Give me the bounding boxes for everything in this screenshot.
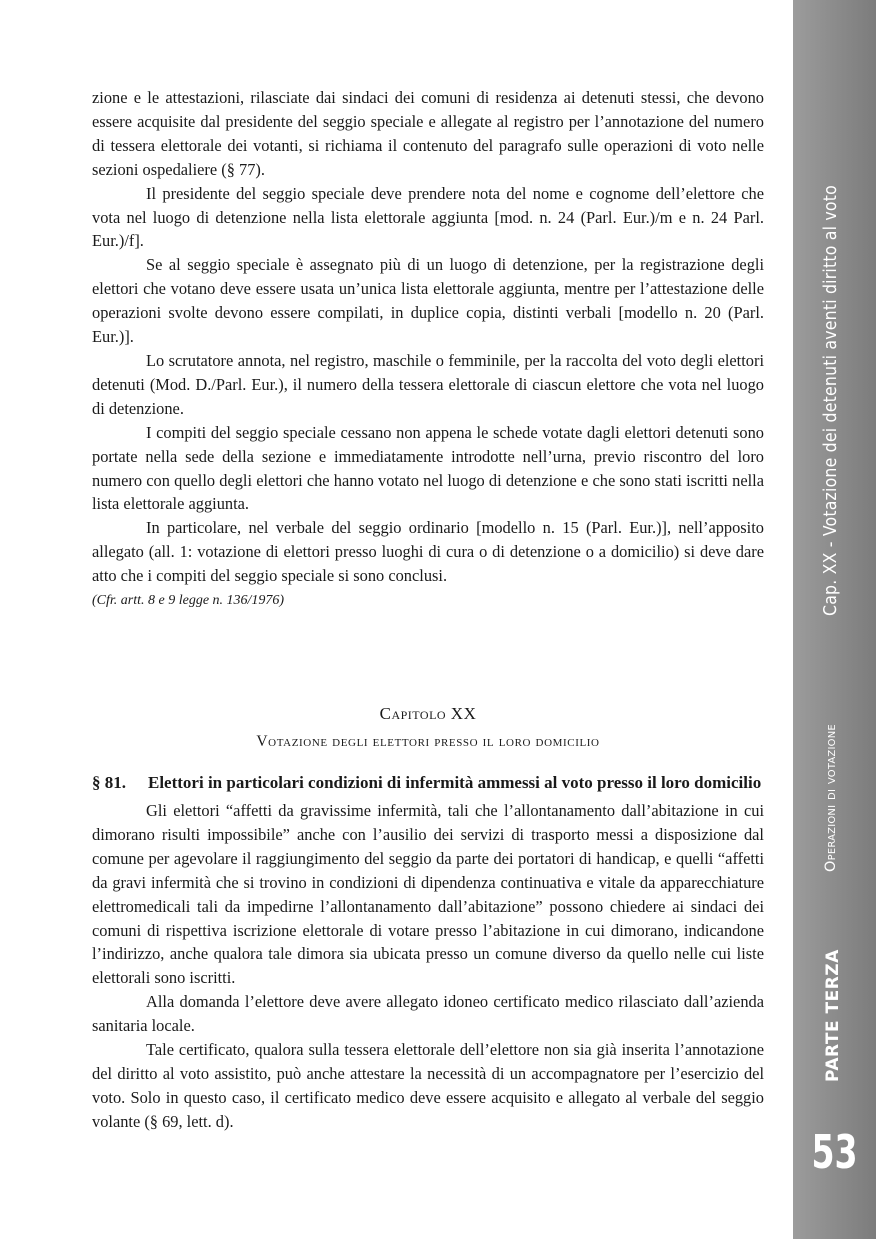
chapter-title: Votazione degli elettori presso il loro domicilio bbox=[256, 733, 600, 750]
paragraph: I compiti del seggio speciale cessano non appena le schede votate dagli elettori detenuti sono portate nella sede della sezione e immediatamente introdotte nell’urna, previo riscontro del loro numero con quello degli elettori che hanno votato nel luogo di detenzione e che sono stati iscritti nella lista elettorale aggiunta. bbox=[92, 422, 764, 514]
section-title: Elettori in particolari condizioni di infermità ammessi al voto presso il loro domicilio bbox=[148, 773, 762, 792]
paragraph: Il presidente del seggio speciale deve prendere nota del nome e cognome dell’elettore che vota nel luogo di detenzione nella lista elettorale aggiunta [mod. n. 24 (Parl. Eur.)/m e n. 24 Parl. Eur.)/f]. bbox=[92, 183, 764, 251]
paragraph: Lo scrutatore annota, nel registro, maschile o femminile, per la raccolta del voto degli elettori detenuti (Mod. D./Parl. Eur.), il numero della tessera elettorale di ciascun elettore che vota nel luogo di detenzione. bbox=[92, 350, 764, 418]
side-tab bbox=[793, 0, 876, 1239]
page-number: 53 bbox=[811, 1125, 858, 1179]
section-heading bbox=[92, 771, 764, 795]
paragraph: Tale certificato, qualora sulla tessera elettorale dell’elettore non sia già inserita l’annotazione del diritto al voto assistito, può anche attestare la necessità di un accompagnatore per l’esercizio del voto. Solo in questo caso, il certificato medico deve essere acquisito e allegato al verbale del seggio volante (§ 69, lett. d). bbox=[92, 1040, 764, 1131]
chapter-heading bbox=[92, 702, 764, 754]
body-text bbox=[92, 86, 764, 612]
chapter-number: Capitolo XX bbox=[379, 704, 477, 723]
legal-citation: (Cfr. artt. 8 e 9 legge n. 136/1976) bbox=[92, 593, 285, 609]
part-label: PARTE TERZA bbox=[822, 949, 843, 1082]
section-number: § 81. bbox=[92, 773, 126, 792]
paragraph: Gli elettori “affetti da gravissime infermità, tali che l’allontanamento dall’abitazione in cui dimorano risulti impossibile” anche con l’ausilio dei servizi di trasporto messi a disposizione dal comune per agevolare il raggiungimento del seggio da parte dei portatori di handicap, e quelli “affetti da gravi infermità che si trovino in condizioni di dipendenza continuativa e vitale da apparecchiature elettromedicali tali da impedirne l’allontanamento dall’abitazione” possono chiedere ai sindaci dei comuni di rispettiva iscrizione elettorale di votare presso l’abitazione in cui dimorano, indicandone l’indirizzo, anche qualora tale dimora sia ubicata presso un comune diverso da quello nelle cui liste elettorali sono iscritti. bbox=[92, 801, 764, 988]
paragraph: Se al seggio speciale è assegnato più di un luogo di detenzione, per la registrazione degli elettori che votano deve essere usata un’unica lista elettorale aggiunta, mentre per l’attestazione delle operazioni svolte devono essere compilati, in duplice copia, distinti verbali [modello n. 20 (Parl. Eur.)]. bbox=[92, 255, 764, 347]
part-subtitle: Operazioni di votazione bbox=[822, 724, 839, 872]
section bbox=[92, 771, 764, 1134]
running-chapter-title: Cap. XX - Votazione dei detenuti aventi diritto al voto bbox=[820, 185, 841, 616]
paragraph: zione e le attestazioni, rilasciate dai sindaci dei comuni di residenza ai detenuti stessi, che devono essere acquisite dal presidente del seggio speciale e allegate al registro per l’annotazione del numero di tessera elettorale dei votanti, si richiama il contenuto del paragrafo sulle operazioni di voto nelle sezioni ospedaliere (§ 77). bbox=[92, 88, 764, 179]
paragraph: In particolare, nel verbale del seggio ordinario [modello n. 15 (Parl. Eur.)], nell’apposito allegato (all. 1: votazione di elettori presso luoghi di cura o di detenzione o a domicilio) si deve dare atto che i compiti del seggio speciale si sono conclusi. bbox=[92, 518, 764, 586]
paragraph: Alla domanda l’elettore deve avere allegato idoneo certificato medico rilasciato dall’azienda sanitaria locale. bbox=[92, 992, 764, 1036]
